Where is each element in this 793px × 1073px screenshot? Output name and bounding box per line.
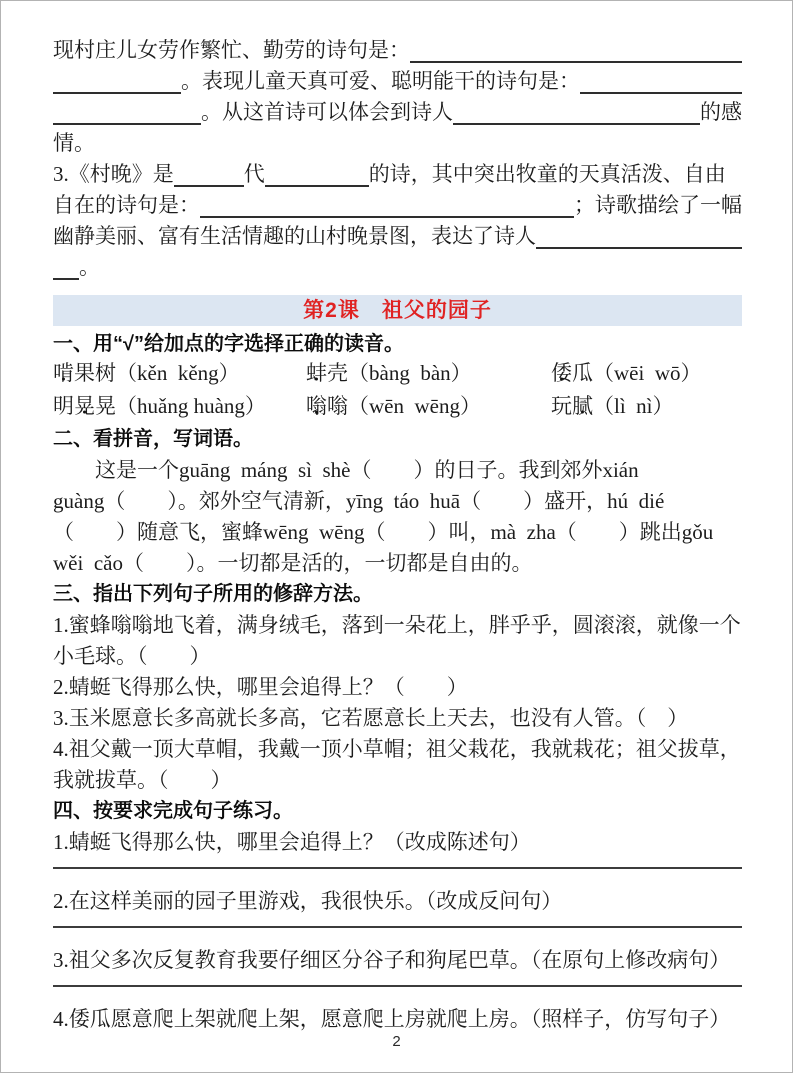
text-line: [53, 35, 742, 66]
emphasis-dotted-character: 蚌 ●: [306, 360, 327, 387]
text-segment: guàng（ ）。郊外空气清新，yīng táo huā（ ）盛开，hú dié: [53, 489, 665, 513]
text-line: [53, 548, 742, 579]
emphasis-dotted-character: 晃 ●: [74, 393, 95, 420]
pinyin-choice-item: [306, 393, 551, 420]
text-segment: 瓜（wēi wō）: [572, 361, 702, 385]
pinyin-row: [53, 393, 742, 420]
text-segment: 自在的诗句是：: [53, 193, 200, 217]
text-segment: 3.《村晚》是: [53, 162, 174, 186]
intro-fill-in-section: [53, 35, 742, 159]
text-line: [53, 128, 742, 159]
pinyin-choice-item: [53, 360, 306, 387]
fill-in-blank: [53, 252, 79, 280]
question3-village-evening: [53, 159, 742, 283]
section4-heading: 四、按要求完成句子练习。: [53, 800, 293, 822]
sentence-exercise-list: [53, 827, 742, 1035]
answer-writing-line: [53, 867, 742, 869]
fill-in-blank: [265, 159, 369, 187]
text-segment: 明: [53, 394, 74, 418]
text-segment: 幽静美丽、富有生活情趣的山村晚景图，表达了诗人: [53, 224, 536, 248]
text-line: [53, 66, 742, 97]
emphasis-dotted-character: 腻 ●: [572, 393, 593, 420]
text-line: [53, 517, 742, 548]
pinyin-row: [53, 360, 742, 387]
text-line: [53, 97, 742, 128]
section3-heading: 三、指出下列句子所用的修辞方法。: [53, 583, 373, 605]
pinyin-writing-paragraph: [53, 455, 742, 579]
text-segment: 玩: [551, 394, 572, 418]
text-segment: ；诗歌描绘了一幅: [574, 193, 742, 217]
lesson-banner: [53, 295, 742, 326]
page-number: 2: [392, 1033, 401, 1050]
text-segment: 晃（huǎng huàng）: [95, 394, 266, 418]
text-segment: 。从这首诗可以体会到诗人: [201, 100, 453, 124]
text-segment: 。: [79, 255, 100, 279]
text-segment: wěi cǎo（ ）。一切都是活的，一切都是自由的。: [53, 551, 533, 575]
text-segment: 的感: [700, 100, 742, 124]
rhetoric-question-list: [53, 610, 742, 796]
pinyin-choice-item: [551, 360, 742, 387]
text-segment: 。表现儿童天真可爱、聪明能干的诗句是：: [181, 69, 580, 93]
lesson-title: 第2课 祖父的园子: [303, 299, 492, 322]
text-line: [53, 455, 742, 486]
section1-heading: 一、用“√”给加点的字选择正确的读音。: [53, 333, 404, 355]
question-text: 3.祖父多次反复教育我要仔细区分谷子和狗尾巴草。（在原句上修改病句）: [53, 948, 731, 972]
question-text: 1.蜜蜂嗡嗡地飞着，满身绒毛，落到一朵花上，胖乎乎，圆滚滚，就像一个小毛球。（ ）: [53, 613, 741, 668]
text-line: [53, 252, 742, 283]
question-text: 1.蜻蜓飞得那么快，哪里会追得上？（改成陈述句）: [53, 830, 531, 854]
text-segment: （ ）随意飞，蜜蜂wēng wēng（ ）叫，mà zha（ ）跳出gǒu: [53, 520, 714, 544]
text-segment: 现村庄儿女劳作繁忙、勤劳的诗句是：: [53, 38, 410, 62]
text-line: [53, 190, 742, 221]
text-segment: 的诗，其中突出牧童的天真活泼、自由: [368, 162, 726, 186]
fill-in-blank: [580, 66, 742, 94]
fill-in-blank: [200, 190, 574, 218]
pinyin-choice-item: [53, 393, 306, 420]
emphasis-dotted-character: 倭 ●: [551, 360, 572, 387]
fill-in-blank: [174, 159, 244, 187]
emphasis-dotted-character: 嗡 ●: [306, 393, 327, 420]
section2-heading: 二、看拼音，写词语。: [53, 428, 253, 450]
question-text: 4.祖父戴一顶大草帽，我戴一顶小草帽；祖父栽花，我就栽花；祖父拔草，我就拔草。（ ）: [53, 737, 741, 792]
text-segment: 壳（bàng bàn）: [327, 361, 472, 385]
question-text: 4.倭瓜愿意爬上架就爬上架，愿意爬上房就爬上房。（照样子，仿写句子）: [53, 1007, 731, 1031]
pinyin-choice-grid: [53, 360, 742, 420]
text-line: [53, 159, 742, 190]
fill-in-blank: [536, 221, 742, 249]
emphasis-dotted-character: 啃 ●: [53, 360, 74, 387]
fill-in-blank: [453, 97, 700, 125]
text-segment: （lì nì）: [593, 394, 674, 418]
question-text: 2.在这样美丽的园子里游戏，我很快乐。（改成反问句）: [53, 889, 563, 913]
text-segment: 这是一个guāng máng sì shè（ ）的日子。我到郊外xián: [95, 458, 639, 482]
text-line: [53, 221, 742, 252]
pinyin-choice-item: [551, 393, 742, 420]
text-segment: 嗡（wēn wēng）: [327, 394, 481, 418]
pinyin-choice-item: [306, 360, 551, 387]
text-line: [53, 486, 742, 517]
text-segment: 代: [243, 162, 265, 186]
answer-writing-line: [53, 926, 742, 928]
answer-writing-line: [53, 985, 742, 987]
question-text: 3.玉米愿意长多高就长多高，它若愿意长上天去，也没有人管。（ ）: [53, 706, 689, 730]
question-text: 2.蜻蜓飞得那么快，哪里会追得上？（ ）: [53, 675, 468, 699]
text-segment: 果树（kěn kěng）: [74, 361, 240, 385]
fill-in-blank: [53, 66, 181, 94]
text-segment: 情。: [53, 131, 95, 155]
fill-in-blank: [410, 35, 742, 63]
fill-in-blank: [53, 97, 201, 125]
